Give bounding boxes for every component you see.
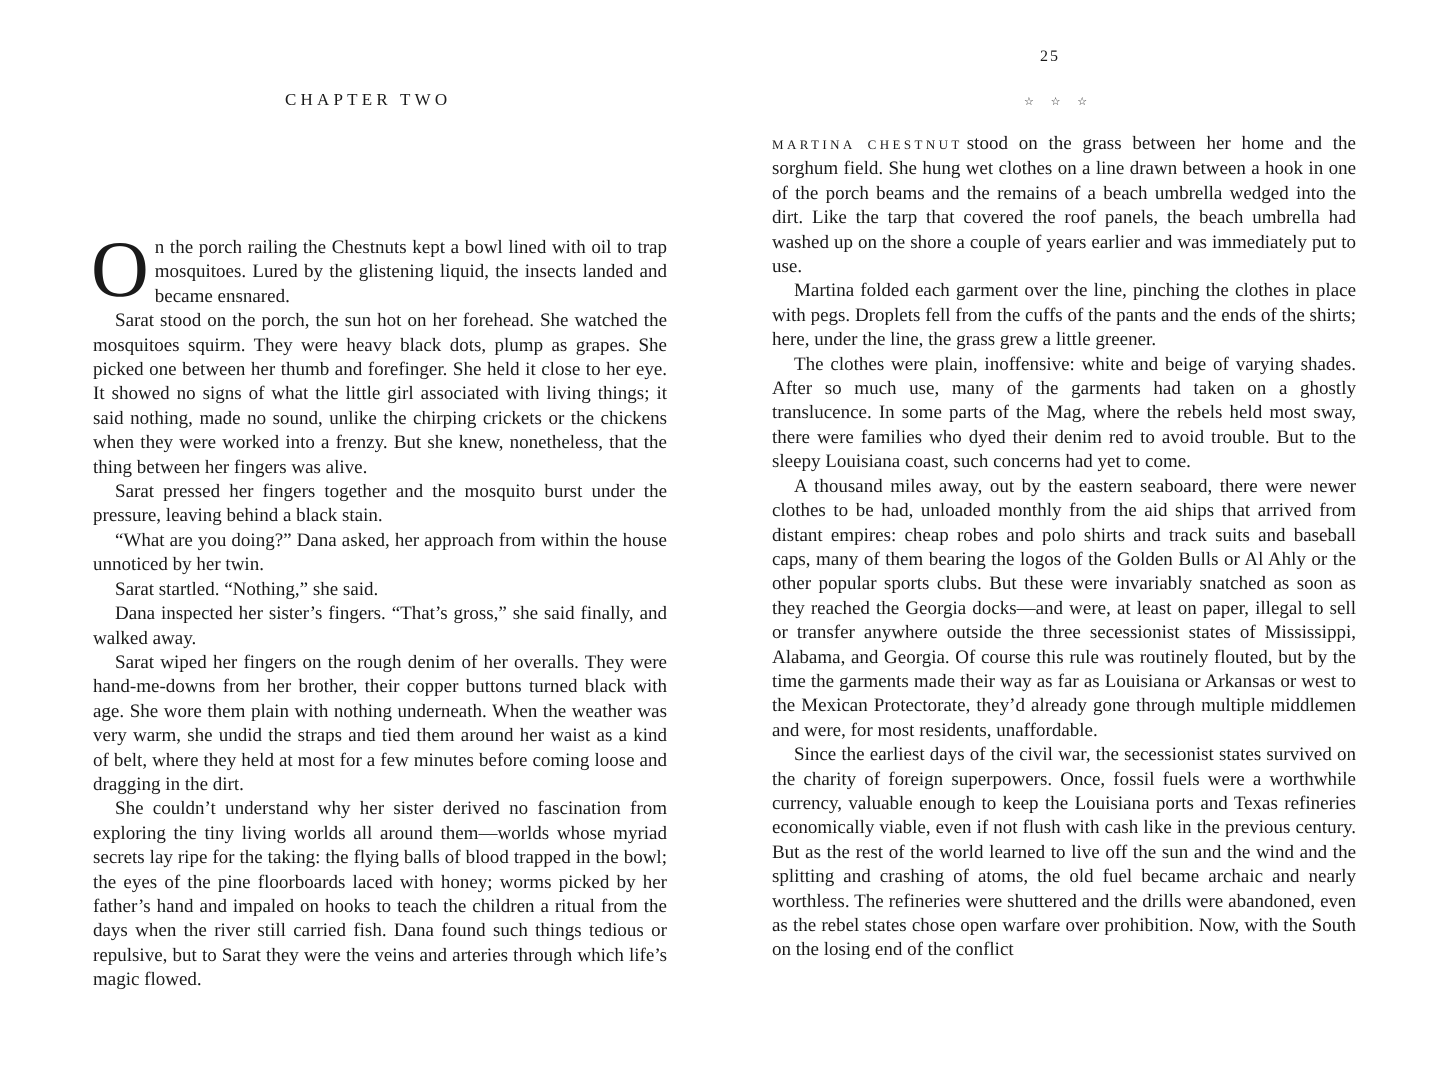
page-number: 25 <box>1040 48 1060 65</box>
paragraph: A thousand miles away, out by the eastern seaboard, there were newer clothes to be had, unloaded monthly from the aid ships that arrived from distant empires: cheap robes and polo shirts and track suits and baseball caps, many of them bearing the logos of the Golden Bulls or Al Ahly or the other popular sports clubs. But these were invariably snatched as soon as they reached the Georgia docks—and were, at least on paper, illegal to sell or transfer anywhere outside the three secessionist states of Mississippi, Alabama, and Georgia. Of course this rule was routinely flouted, but by the time the garments made their way as far as Louisiana or Arkansas or west to the Mexican Protectorate, they’d already gone through multiple middlemen and were, for most residents, unaffordable. <box>772 475 1356 741</box>
paragraph: Dana inspected her sister’s fingers. “That’s gross,” she said finally, and walked away. <box>93 603 667 649</box>
paragraph: Martina folded each garment over the line, pinching the clothes in place with pegs. Droplets fell from the cuffs of the pants and the ends of the shirts; here, under the line, the grass grew a little greener. <box>772 280 1356 351</box>
left-page <box>0 0 718 1080</box>
paragraph: “What are you doing?” Dana asked, her approach from within the house unnoticed by her twin. <box>93 529 667 576</box>
paragraph: Sarat startled. “Nothing,” she said. <box>115 578 379 600</box>
paragraph: Since the earliest days of the civil war, the secessionist states survived on the charity of foreign superpowers. Once, fossil fuels were a worthwhile currency, valuable enough to keep the Louisiana ports and Texas refineries economically viable, even if not flush with cash like in the previous century. But as the rest of the world learned to live off the sun and the wind and the splitting and crashing of atoms, the old fuel became archaic and nearly worthless. The refineries were shuttered and the drills were abandoned, even as the rebel states chose open warfare over prohibition. Now, with the South on the losing end of the conflict <box>772 744 1356 961</box>
right-page <box>718 0 1437 1080</box>
paragraph: Sarat wiped her fingers on the rough denim of her overalls. They were hand-me-downs from her brother, their copper buttons turned black with age. She wore them plain with nothing underneath. When the weather was very warm, she undid the straps and tied them around her waist as a kind of belt, where they held at most for a few minutes before coming loose and dragging in the dirt. <box>93 651 667 795</box>
chapter-title: CHAPTER TWO <box>285 90 452 109</box>
lead-paragraph <box>772 132 1356 279</box>
right-page-body <box>772 132 1356 963</box>
left-page-body <box>91 226 667 993</box>
lead-smallcaps-name: MARTINA CHESTNUT <box>772 137 963 152</box>
lead-paragraph-text: stood on the grass between her home and the sorghum field. She hung wet clothes on a line drawn between a hook in one of the porch beams and the remains of a beach umbrella wedged into the dirt. Like the tarp that covered the roof panels, the beach umbrella had washed up on the shore a couple of years earlier and was immediately put to use. <box>772 133 1356 278</box>
section-break-stars-icon: ☆ ☆ ☆ <box>1024 96 1095 108</box>
opening-paragraph <box>91 226 667 314</box>
paragraph: The clothes were plain, inoffensive: white and beige of varying shades. After so much use, many of the garments had taken on a ghostly translucence. In some parts of the Mag, where the rebels held most sway, there were families who dyed their denim red to avoid trouble. But to the sleepy Louisiana coast, such concerns had yet to come. <box>772 353 1356 473</box>
paragraph: She couldn’t understand why her sister derived no fascination from exploring the tiny living worlds all around them—worlds whose myriad secrets lay ripe for the taking: the flying balls of blood trapped in the bowl; the eyes of the pine floorboards laced with honey; worms picked by her father’s hand and impaled on hooks to teach the children a ritual from the days when the river still carried fish. Dana found such things tedious or repulsive, but to Sarat they were the veins and arteries through which life’s magic flowed. <box>93 798 667 991</box>
paragraph: Sarat pressed her fingers together and the mosquito burst under the pressure, leaving behind a black stain. <box>93 481 667 527</box>
opening-paragraph-text: n the porch railing the Chestnuts kept a bowl lined with oil to trap mosquitoes. Lured by the glistening liquid, the insects landed and became ensnared. <box>154 237 667 307</box>
paragraph: Sarat stood on the porch, the sun hot on her forehead. She watched the mosquitoes squirm. They were heavy black dots, plump as grapes. She picked one between her thumb and forefinger. She held it close to her eye. It showed no signs of what the little girl associated with living things; it said nothing, made no sound, unlike the chirping crickets or the chickens when they were worked into a frenzy. But she knew, nonetheless, that the thing between her fingers was alive. <box>93 310 667 478</box>
drop-cap: O <box>91 226 149 314</box>
